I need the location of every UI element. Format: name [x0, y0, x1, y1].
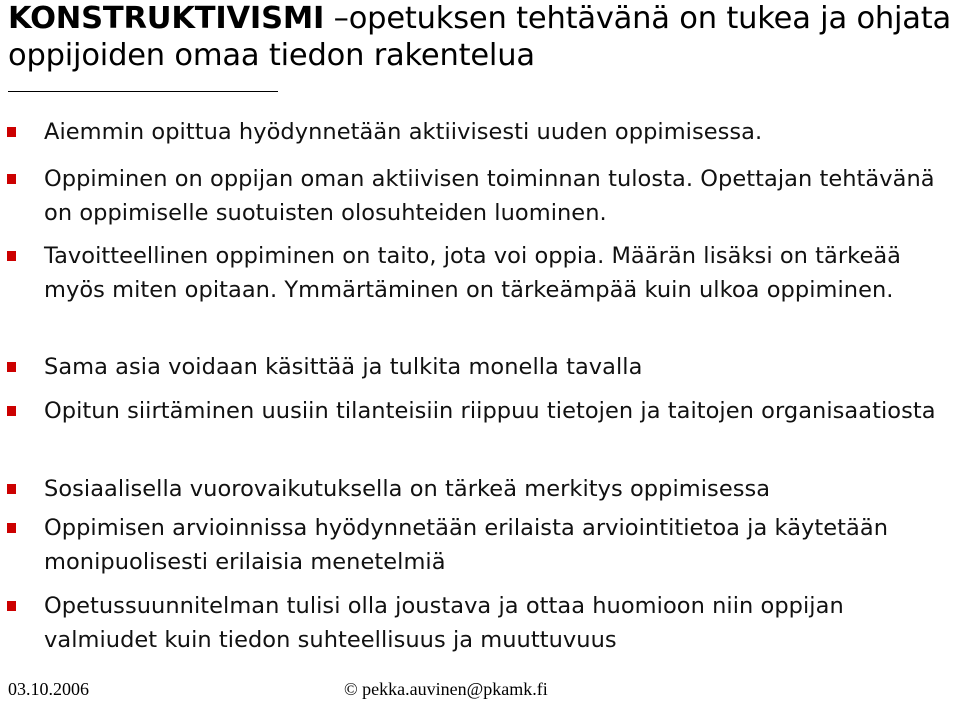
title-underline	[8, 91, 278, 92]
square-bullet-icon	[7, 523, 16, 533]
square-bullet-icon	[7, 406, 16, 416]
footer-copyright: © pekka.auvinen@pkamk.fi	[344, 679, 548, 699]
bullet-text: Oppiminen on oppijan oman aktiivisen toiminnan tulosta. Opettajan tehtävänä on oppimiselle suotuisten olosuhteiden luominen.	[44, 166, 935, 226]
square-bullet-icon	[7, 251, 16, 261]
bullet-text: Opetussuunnitelman tulisi olla joustava ja ottaa huomioon niin oppijan valmiudet kuin tiedon suhteellisuus ja muuttuvuus	[44, 593, 844, 653]
bullet-text: Sama asia voidaan käsittää ja tulkita monella tavalla	[44, 354, 643, 380]
slide-title-keyword: KONSTRUKTIVISMI	[8, 1, 325, 36]
square-bullet-icon	[7, 127, 16, 137]
bullet-text: Aiemmin opittua hyödynnetään aktiivisesti uuden oppimisessa.	[44, 119, 763, 145]
bullet-text: Oppimisen arvioinnissa hyödynnetään erilaista arviointitietoa ja käytetään monipuolisesti erilaisia menetelmiä	[44, 515, 889, 575]
slide-title	[8, 0, 953, 74]
bullet-text: Opitun siirtäminen uusiin tilanteisiin riippuu tietojen ja taitojen organisaatiosta	[44, 398, 936, 424]
bullet-text: Sosiaalisella vuorovaikutuksella on tärkeä merkitys oppimisessa	[44, 476, 771, 502]
square-bullet-icon	[7, 484, 16, 494]
slide-title-rest: –opetuksen tehtävänä on tukea ja ohjata oppijoiden omaa tiedon rakentelua	[8, 1, 952, 73]
bullet-text: Tavoitteellinen oppiminen on taito, jota voi oppia. Määrän lisäksi on tärkeää myös miten opitaan. Ymmärtäminen on tärkeämpää kuin ulkoa oppiminen.	[44, 243, 902, 303]
square-bullet-icon	[7, 174, 16, 184]
footer-date: 03.10.2006	[8, 679, 89, 699]
square-bullet-icon	[7, 601, 16, 611]
square-bullet-icon	[7, 362, 16, 372]
